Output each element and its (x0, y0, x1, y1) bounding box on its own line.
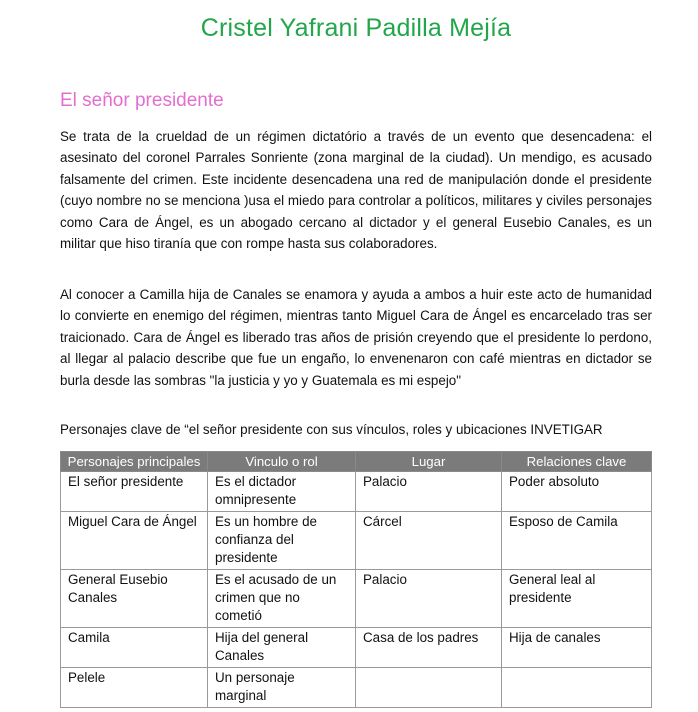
table-row (61, 472, 652, 512)
table-cell (502, 668, 652, 708)
table-cell: Esposo de Camila (502, 512, 652, 570)
table-caption: Personajes clave de “el señor presidente con sus vínculos, roles y ubicaciones INVETIGAR (60, 422, 603, 437)
table-row (61, 570, 652, 628)
page-title: Cristel Yafrani Padilla Mejía (200, 14, 512, 42)
summary-paragraph-2: Al conocer a Camilla hija de Canales se enamora y ayuda a ambos a huir este acto de humanidad lo convierte en enemigo del régimen, mientras tanto Miguel Cara de Ángel es encarcelado tras ser traicionado. Cara de Ángel es liberado tras años de prisión creyendo que el presidente lo perdono, al llegar al palacio describe que fue un engaño, lo envenenaron con café mientras en dictador se burla desde las sombras "la justicia y yo y Guatemala es mi espejo" (60, 287, 652, 388)
table-row (61, 628, 652, 668)
table-cell: General Eusebio Canales (61, 570, 208, 628)
table-cell: Poder absoluto (502, 472, 652, 512)
table-cell: Un personaje marginal (208, 668, 356, 708)
table-cell: Es el dictador omnipresente (208, 472, 356, 512)
table-cell: Camila (61, 628, 208, 668)
summary-paragraph-1: Se trata de la crueldad de un régimen dictatório a través de un evento que desencadena: el asesinato del coronel Parrales Sonriente (zona marginal de la ciudad). Un mendigo, es acusado falsamente del crimen. Este incidente desencadena una red de manipulación donde el presidente (cuyo nombre no se menciona )usa el miedo para controlar a políticos, militares y civiles personajes como Cara de Ángel, es un abogado cercano al dictador y el general Eusebio Canales, es un militar que hiso tiranía que con rompe hasta sus colaboradores. (60, 129, 652, 252)
table-row (61, 512, 652, 570)
table-cell: Es el acusado de un crimen que no cometió (208, 570, 356, 628)
table-cell (356, 668, 502, 708)
header-relaciones: Relaciones clave (502, 452, 652, 472)
table-cell: Cárcel (356, 512, 502, 570)
header-personajes: Personajes principales (61, 452, 208, 472)
section-heading: El señor presidente (60, 90, 224, 111)
header-lugar: Lugar (356, 452, 502, 472)
table-header-row (61, 452, 652, 472)
table-cell: Casa de los padres (356, 628, 502, 668)
table-cell: Pelele (61, 668, 208, 708)
table-row (61, 668, 652, 708)
table-cell: El señor presidente (61, 472, 208, 512)
table-cell: Es un hombre de confianza del presidente (208, 512, 356, 570)
header-vinculo-rol: Vinculo o rol (208, 452, 356, 472)
table-cell: Hija de canales (502, 628, 652, 668)
characters-table (60, 451, 652, 708)
table-cell: Miguel Cara de Ángel (61, 512, 208, 570)
table-cell: General leal al presidente (502, 570, 652, 628)
table-cell: Palacio (356, 472, 502, 512)
table-cell: Palacio (356, 570, 502, 628)
table-cell: Hija del general Canales (208, 628, 356, 668)
